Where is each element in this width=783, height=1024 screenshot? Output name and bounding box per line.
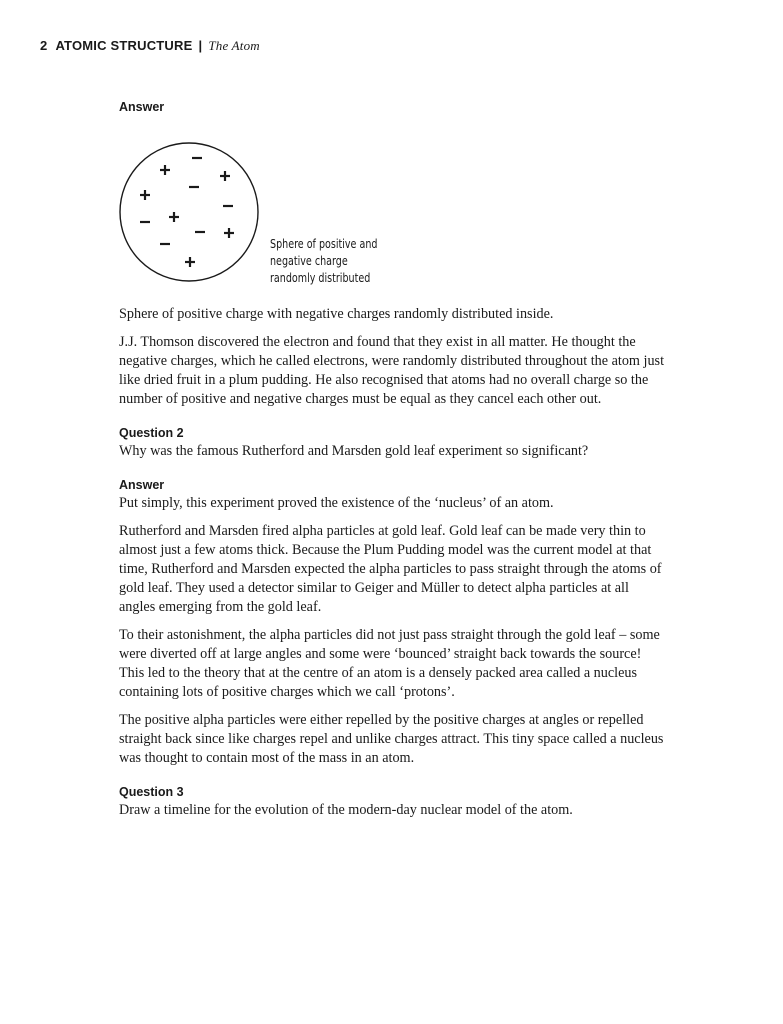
answer-2-paragraph: Rutherford and Marsden fired alpha particles at gold leaf. Gold leaf can be made very thin to almost just a few atoms thick. Because the Plum Pudding model was the current model at that time, Rutherford and Marsden expected the alpha particles to pass straight through the atoms of gold leaf. They used a detector similar to Geiger and Müller to detect alpha particles at all angles emerging from the gold leaf. [119, 523, 662, 615]
answer-1-summary: Sphere of positive charge with negative charges randomly distributed inside. [119, 306, 554, 322]
answer-2-paragraph: Put simply, this experiment proved the existence of the ‘nucleus’ of an atom. [119, 495, 554, 511]
running-head [40, 38, 260, 54]
plus-charge-icon [140, 190, 150, 200]
answer-2-label: Answer [119, 478, 165, 492]
plus-charge-icon [160, 165, 170, 175]
charges-group [140, 158, 234, 267]
page-content [119, 100, 664, 829]
question-3-text: Draw a timeline for the evolution of the modern-day nuclear model of the atom. [119, 802, 573, 818]
page-number: 2 [40, 38, 48, 53]
section-title: ATOMIC STRUCTURE [55, 38, 193, 53]
answer-1-body: J.J. Thomson discovered the electron and found that they exist in all matter. He thought the negative charges, which he called electrons, were randomly distributed throughout the atom just like dried fruit in a plum pudding. He also recognised that atoms had no overall charge so the number of positive and negative charges must be equal as they cancel each other out. [119, 334, 665, 407]
caption-line: negative charge [270, 253, 348, 268]
caption-line: Sphere of positive and [270, 236, 378, 251]
plum-pudding-figure [119, 116, 664, 291]
plus-charge-icon [220, 171, 230, 181]
question-2-text: Why was the famous Rutherford and Marsden gold leaf experiment so significant? [119, 443, 589, 459]
answer-2-paragraph: The positive alpha particles were either repelled by the positive charges at angles or repelled straight back since like charges repel and unlike charges attract. This tiny space called a nucleus was thought to contain most of the mass in an atom. [119, 712, 664, 766]
header-separator: | [198, 38, 203, 53]
plus-charge-icon [169, 212, 179, 222]
caption-line: randomly distributed [270, 270, 371, 285]
answer-1-label: Answer [119, 100, 165, 114]
plus-charge-icon [185, 257, 195, 267]
question-2-label: Question 2 [119, 426, 184, 440]
answer-2-paragraph: To their astonishment, the alpha particles did not just pass straight through the gold leaf – some were diverted off at large angles and some were ‘bounced’ straight back towards the source! This led to the theory that at the centre of an atom is a densely packed area called a nucleus containing lots of positive charges which we call ‘protons’. [119, 627, 660, 700]
plum-pudding-diagram [119, 116, 269, 291]
section-subtitle: The Atom [208, 38, 260, 53]
figure-caption [270, 235, 406, 286]
question-3-label: Question 3 [119, 785, 184, 799]
plus-charge-icon [224, 228, 234, 238]
